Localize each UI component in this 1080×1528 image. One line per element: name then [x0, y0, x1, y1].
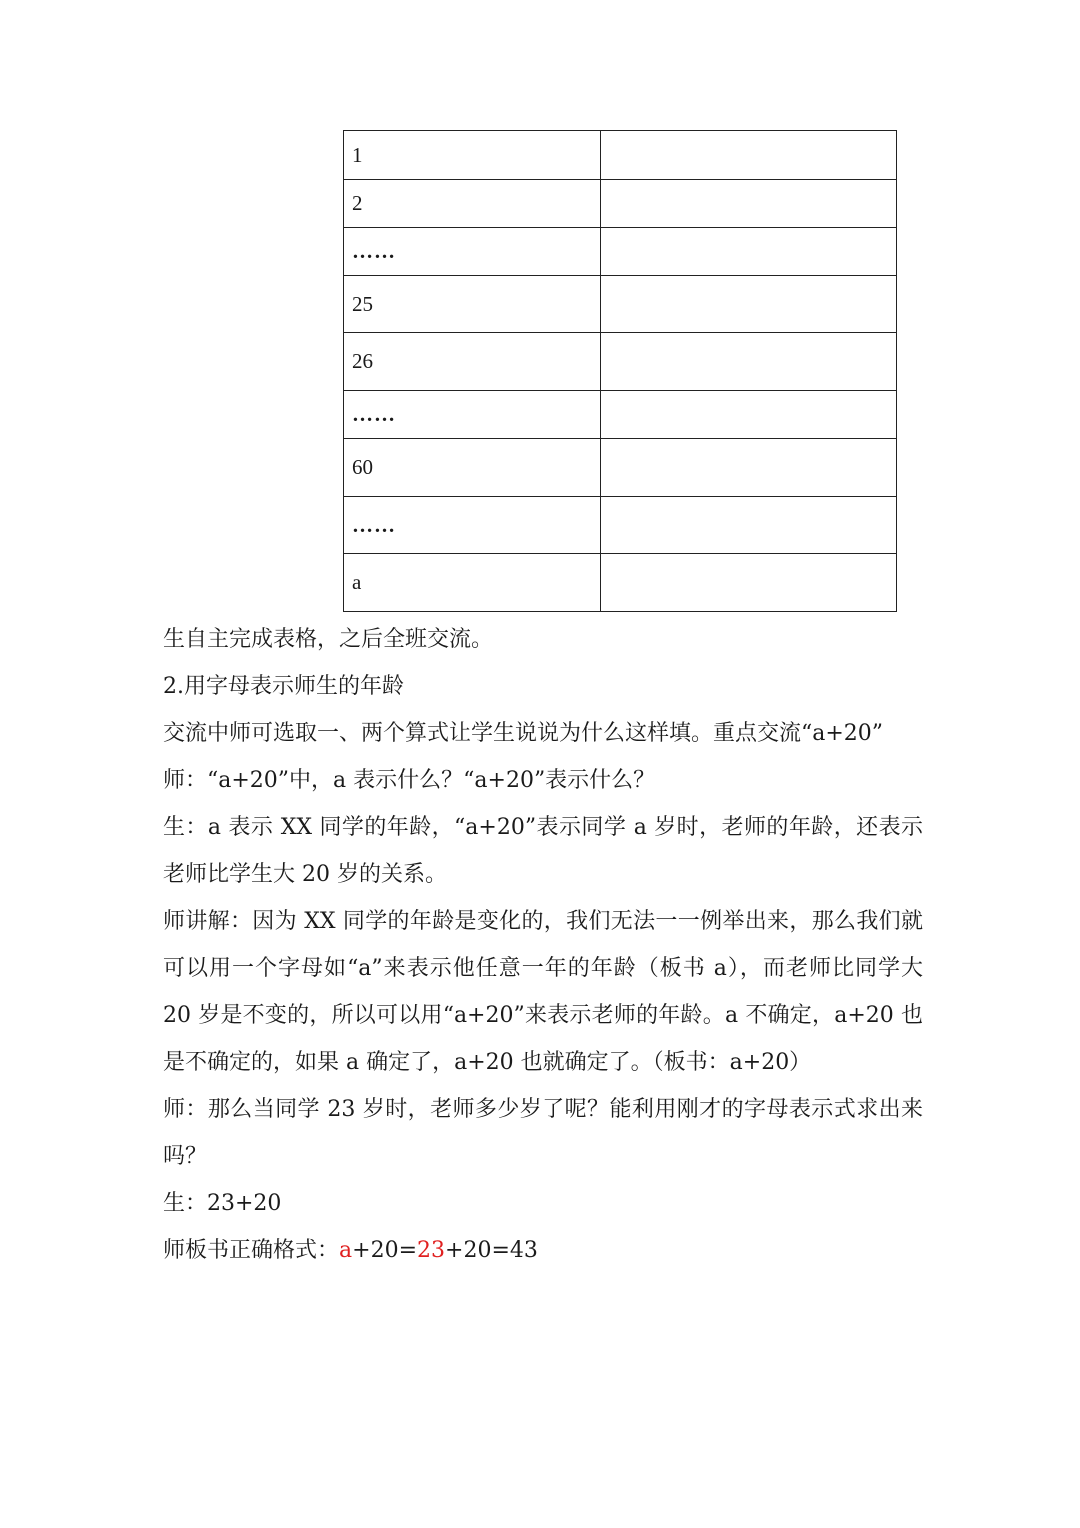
- paragraph-student-answer: 生：a 表示 XX 同学的年龄，“a+20”表示同学 a 岁时，老师的年龄，还表示老师比学生大 20 岁的关系。: [163, 815, 924, 887]
- table-row: [344, 554, 897, 612]
- highlight-variable: a: [339, 1238, 353, 1263]
- paragraph-student-reply: 生：23+20: [163, 1191, 282, 1216]
- table-row: [344, 131, 897, 180]
- paragraph-discussion: 交流中师可选取一、两个算式让学生说说为什么这样填。重点交流“a+20”: [163, 721, 884, 746]
- table-row: [344, 228, 897, 276]
- table-row: [344, 497, 897, 554]
- paragraph-teacher-explanation: 师讲解：因为 XX 同学的年龄是变化的，我们无法一一例举出来，那么我们就可以用一个字母如“a”来表示他任意一年的年龄（板书 a），而老师比同学大 20 岁是不变的，所以可以用“a+20”来表示老师的年龄。a 不确定，a+20 也是不确定的，如果 a 确定了，a+20 也就确定了。（板书：a+20）: [163, 909, 923, 1075]
- paragraph-instruction: 生自主完成表格，之后全班交流。: [163, 627, 494, 652]
- formula-part: +20=: [352, 1238, 418, 1263]
- teacher-age-cell: [601, 497, 897, 554]
- age-cell: ……: [344, 228, 601, 276]
- table-row: [344, 333, 897, 391]
- lesson-text: [163, 616, 923, 1274]
- table-row: [344, 276, 897, 333]
- teacher-age-cell: [601, 391, 897, 439]
- table-row: [344, 180, 897, 228]
- age-cell: 25: [344, 276, 601, 333]
- teacher-age-cell: [601, 131, 897, 180]
- board-format-prefix: 师板书正确格式：: [163, 1238, 340, 1263]
- table-row: [344, 391, 897, 439]
- age-cell: 1: [344, 131, 601, 180]
- highlight-number: 23: [417, 1238, 446, 1263]
- paragraph-teacher-question: 师：“a+20”中，a 表示什么？“a+20”表示什么？: [163, 768, 656, 793]
- age-cell: 26: [344, 333, 601, 391]
- formula-part: +20=43: [445, 1238, 538, 1263]
- paragraph-board-format: [163, 1227, 923, 1274]
- teacher-age-cell: [601, 228, 897, 276]
- age-cell: 2: [344, 180, 601, 228]
- age-cell: 60: [344, 439, 601, 497]
- age-cell: ……: [344, 391, 601, 439]
- teacher-age-cell: [601, 439, 897, 497]
- section-heading: 2.用字母表示师生的年龄: [163, 674, 404, 699]
- teacher-age-cell: [601, 333, 897, 391]
- teacher-age-cell: [601, 180, 897, 228]
- paragraph-teacher-followup: 师：那么当同学 23 岁时，老师多少岁了呢？能利用刚才的字母表示式求出来吗？: [163, 1097, 923, 1169]
- age-table: [343, 130, 897, 612]
- age-cell: ……: [344, 497, 601, 554]
- age-cell: a: [344, 554, 601, 612]
- teacher-age-cell: [601, 554, 897, 612]
- table-row: [344, 439, 897, 497]
- teacher-age-cell: [601, 276, 897, 333]
